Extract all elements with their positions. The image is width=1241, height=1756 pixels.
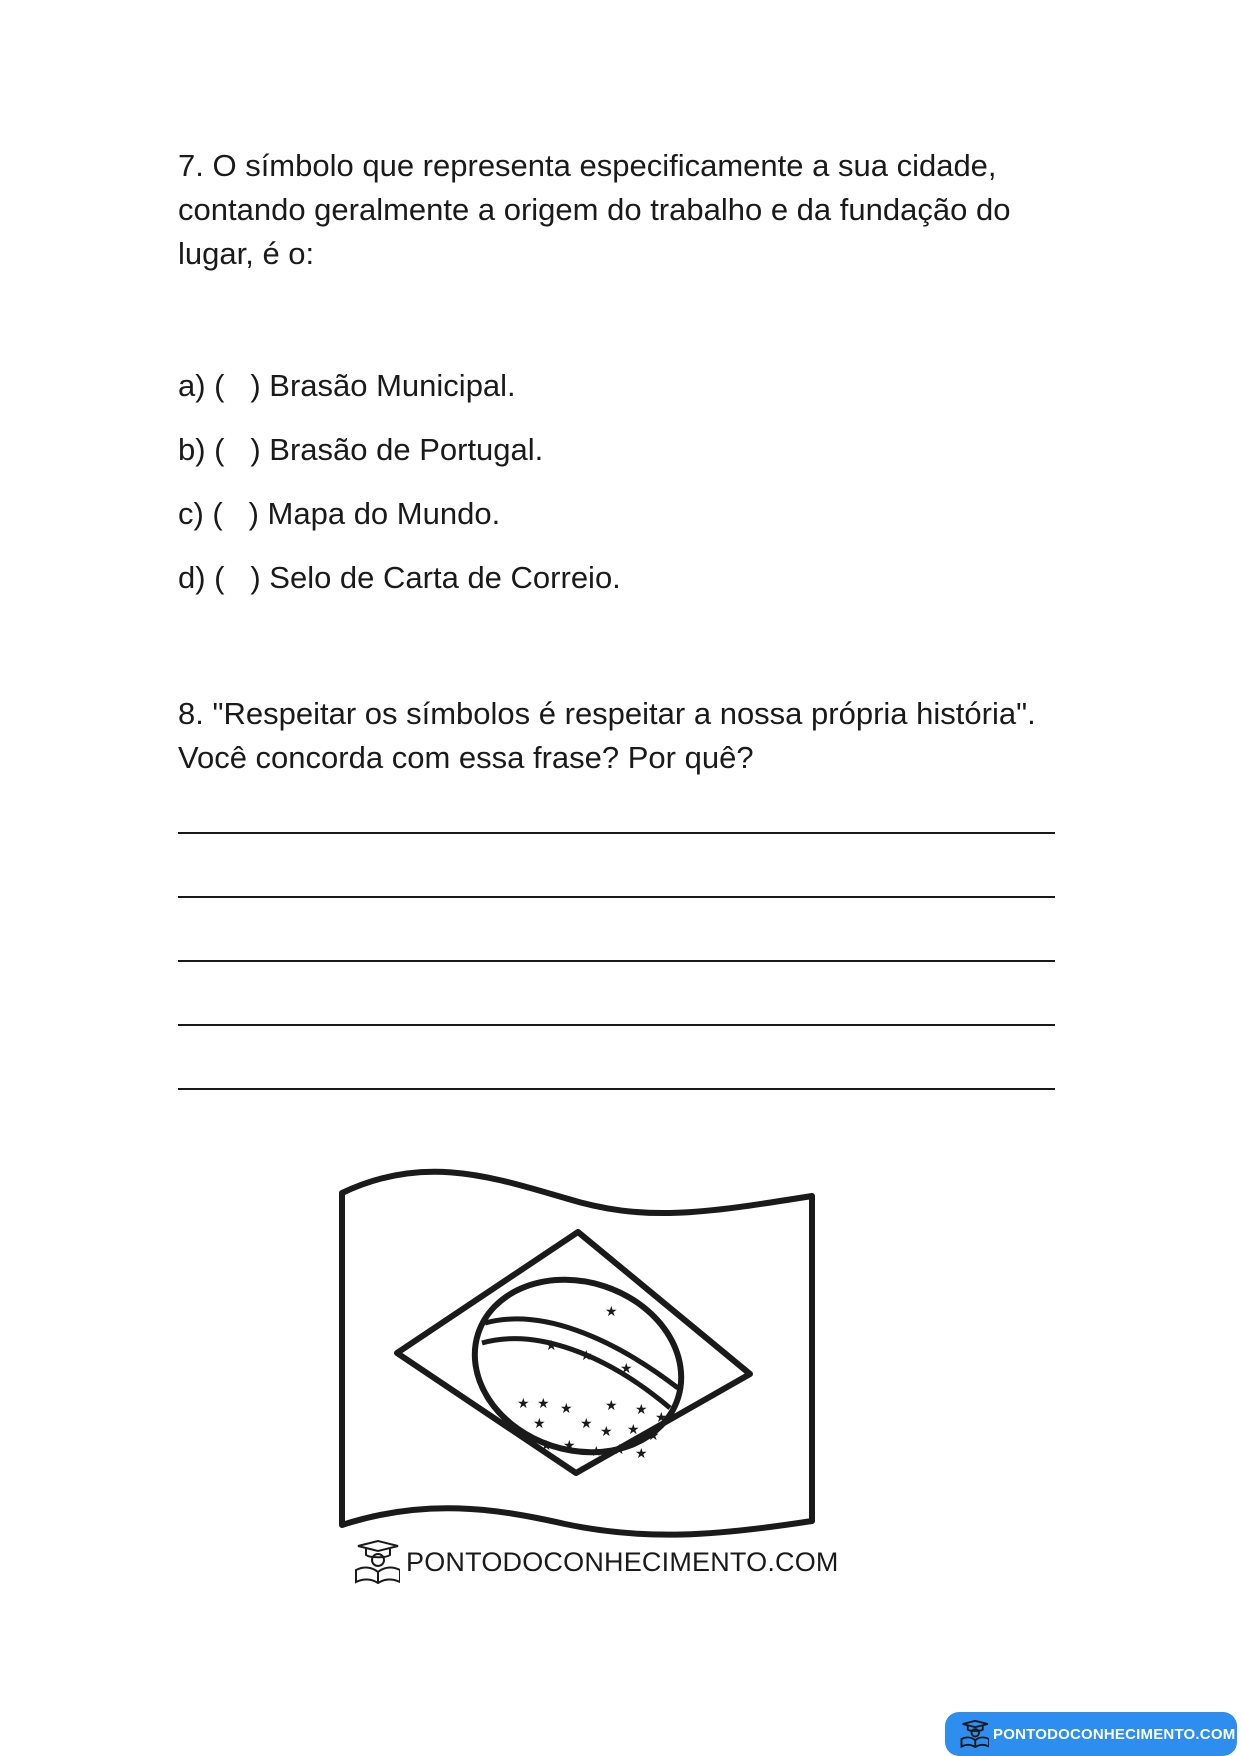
watermark (352, 1540, 839, 1584)
footer-badge[interactable] (945, 1712, 1237, 1756)
svg-text:★: ★ (590, 1444, 603, 1460)
option-b: b) ( ) Brasão de Portugal. (178, 432, 544, 467)
svg-text:★: ★ (537, 1396, 550, 1412)
answer-line[interactable] (178, 1088, 1055, 1090)
svg-text:★: ★ (517, 1396, 530, 1412)
question-8-text: 8. "Respeitar os símbolos é respeitar a nossa própria história". Você concorda com essa frase? Por quê? (178, 696, 1036, 775)
option-c: c) ( ) Mapa do Mundo. (178, 496, 501, 531)
brazil-flag-icon (335, 1168, 835, 1568)
answer-line[interactable] (178, 896, 1055, 898)
svg-text:★: ★ (540, 1438, 553, 1454)
option-d: d) ( ) Selo de Carta de Correio. (178, 560, 621, 595)
graduate-reading-icon (959, 1720, 989, 1748)
svg-text:★: ★ (545, 1338, 558, 1354)
svg-text:★: ★ (635, 1402, 648, 1418)
answer-line[interactable] (178, 1024, 1055, 1026)
watermark-text: PONTODOCONHECIMENTO.COM (406, 1546, 839, 1577)
svg-text:★: ★ (605, 1398, 618, 1414)
graduate-reading-icon (352, 1540, 400, 1584)
svg-text:★: ★ (647, 1428, 660, 1444)
answer-line[interactable] (178, 960, 1055, 962)
question-7-text: 7. O símbolo que representa especificamente a sua cidade, contando geralmente a origem do trabalho e da fundação do lugar, é o: (178, 148, 1011, 271)
svg-text:★: ★ (620, 1361, 633, 1377)
svg-text:★: ★ (600, 1424, 613, 1440)
svg-text:★: ★ (533, 1416, 546, 1432)
svg-text:★: ★ (560, 1401, 573, 1417)
svg-text:★: ★ (580, 1348, 593, 1364)
svg-text:★: ★ (627, 1422, 640, 1438)
svg-text:★: ★ (563, 1438, 576, 1454)
svg-text:★: ★ (635, 1446, 648, 1462)
svg-text:★: ★ (580, 1416, 593, 1432)
svg-text:★: ★ (605, 1304, 618, 1320)
option-a: a) ( ) Brasão Municipal. (178, 368, 516, 403)
svg-text:★: ★ (613, 1442, 626, 1458)
svg-text:★: ★ (655, 1410, 668, 1426)
answer-line[interactable] (178, 832, 1055, 834)
footer-badge-text: PONTODOCONHECIMENTO.COM (993, 1725, 1236, 1743)
